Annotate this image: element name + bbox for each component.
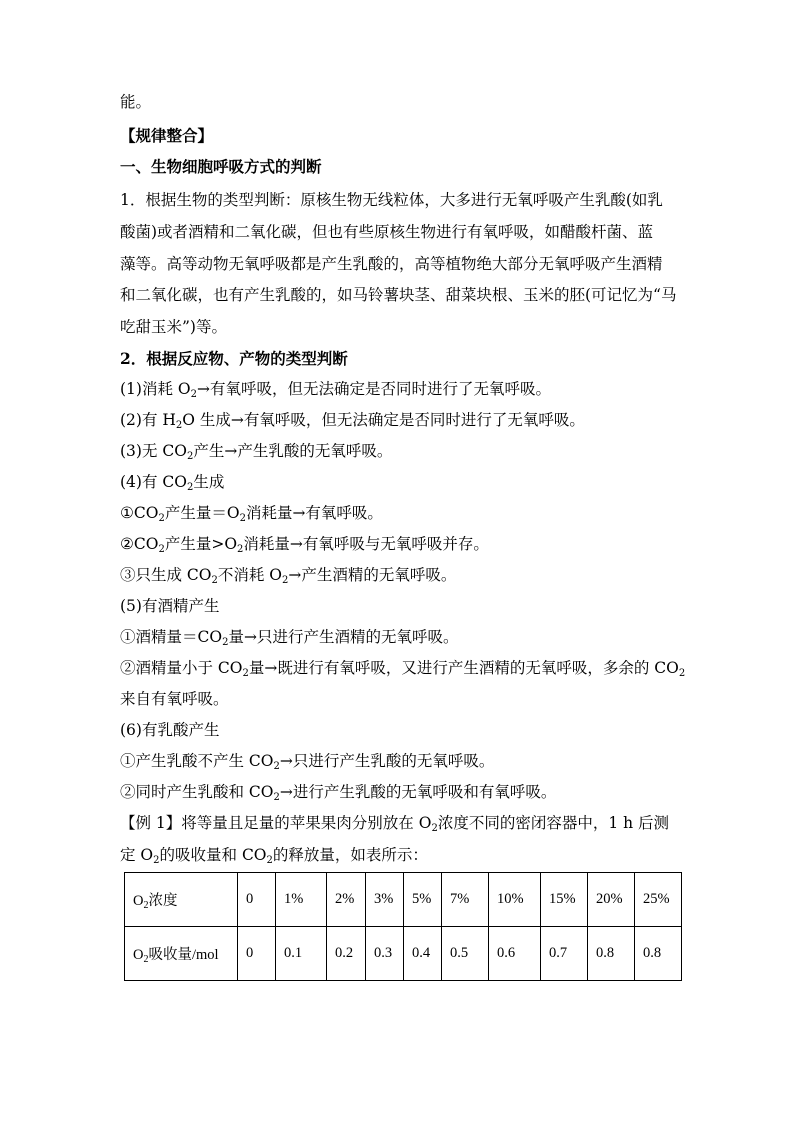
text-line (120, 565, 456, 585)
text-line (120, 254, 663, 274)
table-cell: 15% (541, 873, 588, 927)
text-run: (3)无 CO (120, 442, 187, 460)
subscript: 2 (282, 575, 289, 586)
text-run: →只进行产生乳酸的无氧呼吸。 (279, 752, 495, 770)
table-cell: 0 (238, 927, 276, 981)
text-line (120, 92, 151, 112)
text-run: 不消耗 O (217, 566, 283, 584)
subscript: 2 (211, 575, 218, 586)
text-run: 浓度 (148, 893, 178, 909)
text-run: 产生量＝O (164, 504, 240, 522)
subscript: 2 (237, 544, 244, 555)
text-run: 产生→产生乳酸的无氧呼吸。 (193, 442, 393, 460)
text-run: 吸收量/mol (148, 947, 219, 963)
text-run: 来自有氧呼吸。 (120, 690, 229, 708)
subsection-heading (120, 349, 348, 369)
text-run: ②CO (120, 535, 159, 553)
text-line (120, 317, 227, 337)
text-run: (1)消耗 O (120, 380, 191, 398)
text-run: O (133, 947, 144, 963)
subscript: 2 (678, 668, 686, 679)
text-line (120, 503, 383, 523)
text-run: 定 O (120, 846, 154, 864)
text-line (120, 689, 229, 709)
text-run: ①酒精量＝CO (120, 628, 223, 646)
subscript: 2 (143, 954, 149, 965)
text-run: ②同时产生乳酸和 CO (120, 783, 274, 801)
o2-data-table (124, 872, 682, 981)
subscript: 2 (239, 513, 246, 524)
subscript: 2 (186, 482, 194, 493)
table-row (125, 927, 682, 981)
text-run: 吃甜玉米”)等。 (120, 318, 227, 336)
text-run: 1．根据生物的类型判断：原核生物无线粒体，大多进行无氧呼吸产生乳酸(如乳 (120, 191, 663, 209)
table-cell: 7% (442, 873, 489, 927)
text-line (120, 534, 489, 554)
section-heading (120, 126, 213, 146)
subscript: 2 (158, 513, 165, 524)
text-line (120, 379, 551, 399)
subscript: 2 (431, 823, 438, 834)
table-cell: 5% (404, 873, 442, 927)
text-run: ③只生成 CO (120, 566, 212, 584)
table-cell: 0.1 (276, 927, 327, 981)
text-run: 酸菌)或者酒精和二氧化碳，但也有些原核生物进行有氧呼吸，如醋酸杆菌、蓝 (120, 223, 654, 241)
text-run: O (133, 893, 144, 909)
text-run: 能。 (120, 93, 152, 111)
text-line (120, 285, 676, 305)
text-run: ②酒精量小于 CO (120, 659, 243, 677)
table-cell: 1% (276, 873, 327, 927)
table-cell: 0.6 (489, 927, 541, 981)
table-cell: 0.7 (541, 927, 588, 981)
table-cell: 0.5 (442, 927, 489, 981)
example-line (120, 845, 428, 865)
text-line (120, 720, 219, 740)
example-line (120, 813, 669, 833)
text-run: 2．根据反应物、产物的类型判断 (120, 349, 348, 368)
table-cell: 10% (489, 873, 541, 927)
text-run: 藻等。高等动物无氧呼吸都是产生乳酸的，高等植物绝大部分无氧呼吸产生酒精 (120, 255, 663, 273)
text-run: (5)有酒精产生 (120, 597, 220, 615)
table-cell: 2% (327, 873, 366, 927)
text-run: 量→既进行有氧呼吸，又进行产生酒精的无氧呼吸，多余的 CO (248, 659, 679, 677)
subscript: 2 (242, 668, 249, 679)
text-run: 【规律整合】 (120, 126, 214, 145)
text-run: 浓度不同的密闭容器中，1 h 后测 (437, 814, 670, 832)
table-cell: 25% (635, 873, 682, 927)
subscript: 2 (158, 544, 165, 555)
text-line (120, 751, 494, 771)
text-run: O 生成→有氧呼吸，但无法确定是否同时进行了无氧呼吸。 (182, 411, 585, 429)
text-run: 的释放量，如表所示： (272, 846, 428, 864)
text-line (120, 441, 392, 461)
text-run: →有氧呼吸，但无法确定是否同时进行了无氧呼吸。 (196, 380, 551, 398)
text-run: →进行产生乳酸的无氧呼吸和有氧呼吸。 (279, 783, 557, 801)
text-line (120, 627, 458, 647)
text-line (120, 782, 556, 802)
table-cell: 0.3 (366, 927, 404, 981)
subscript: 2 (143, 900, 149, 911)
text-run: ①产生乳酸不产生 CO (120, 752, 274, 770)
text-run: 的吸收量和 CO (159, 846, 267, 864)
table-cell: 0 (238, 873, 276, 927)
table-cell: 0.4 (404, 927, 442, 981)
subscript: 2 (273, 792, 280, 803)
row-header-cell (125, 927, 238, 981)
subscript: 2 (153, 855, 160, 866)
text-run: (2)有 H (120, 411, 176, 429)
table-cell: 20% (588, 873, 635, 927)
text-run: 消耗量→有氧呼吸与无氧呼吸并存。 (243, 535, 489, 553)
text-line (120, 472, 224, 492)
subscript: 2 (266, 855, 273, 866)
text-run: 生成 (193, 473, 225, 491)
subscript: 2 (190, 389, 197, 400)
subscript: 2 (222, 637, 229, 648)
text-run: (4)有 CO (120, 473, 187, 491)
subscript: 2 (186, 451, 194, 462)
row-header-cell (125, 873, 238, 927)
text-run: 量→只进行产生酒精的无氧呼吸。 (228, 628, 459, 646)
subscript: 2 (273, 761, 280, 772)
text-run: →产生酒精的无氧呼吸。 (288, 566, 457, 584)
text-run: 消耗量→有氧呼吸。 (245, 504, 383, 522)
table-row (125, 873, 682, 927)
text-line (120, 190, 663, 210)
text-line (120, 658, 685, 678)
subsection-heading (120, 157, 322, 177)
text-line (120, 222, 653, 242)
text-run: 和二氧化碳，也有产生乳酸的，如马铃薯块茎、甜菜块根、玉米的胚(可记忆为“马 (120, 286, 677, 304)
text-run: 产生量>O (164, 535, 238, 553)
table-cell: 0.8 (588, 927, 635, 981)
table-cell: 0.2 (327, 927, 366, 981)
text-run: ①CO (120, 504, 159, 522)
table-cell: 3% (366, 873, 404, 927)
text-run: 【例 1】将等量且足量的苹果果肉分别放在 O (120, 814, 432, 832)
text-run: 一、生物细胞呼吸方式的判断 (120, 157, 322, 176)
text-run: (6)有乳酸产生 (120, 721, 220, 739)
text-line (120, 410, 585, 430)
text-line (120, 596, 219, 616)
table-cell: 0.8 (635, 927, 682, 981)
subscript: 2 (175, 420, 183, 431)
